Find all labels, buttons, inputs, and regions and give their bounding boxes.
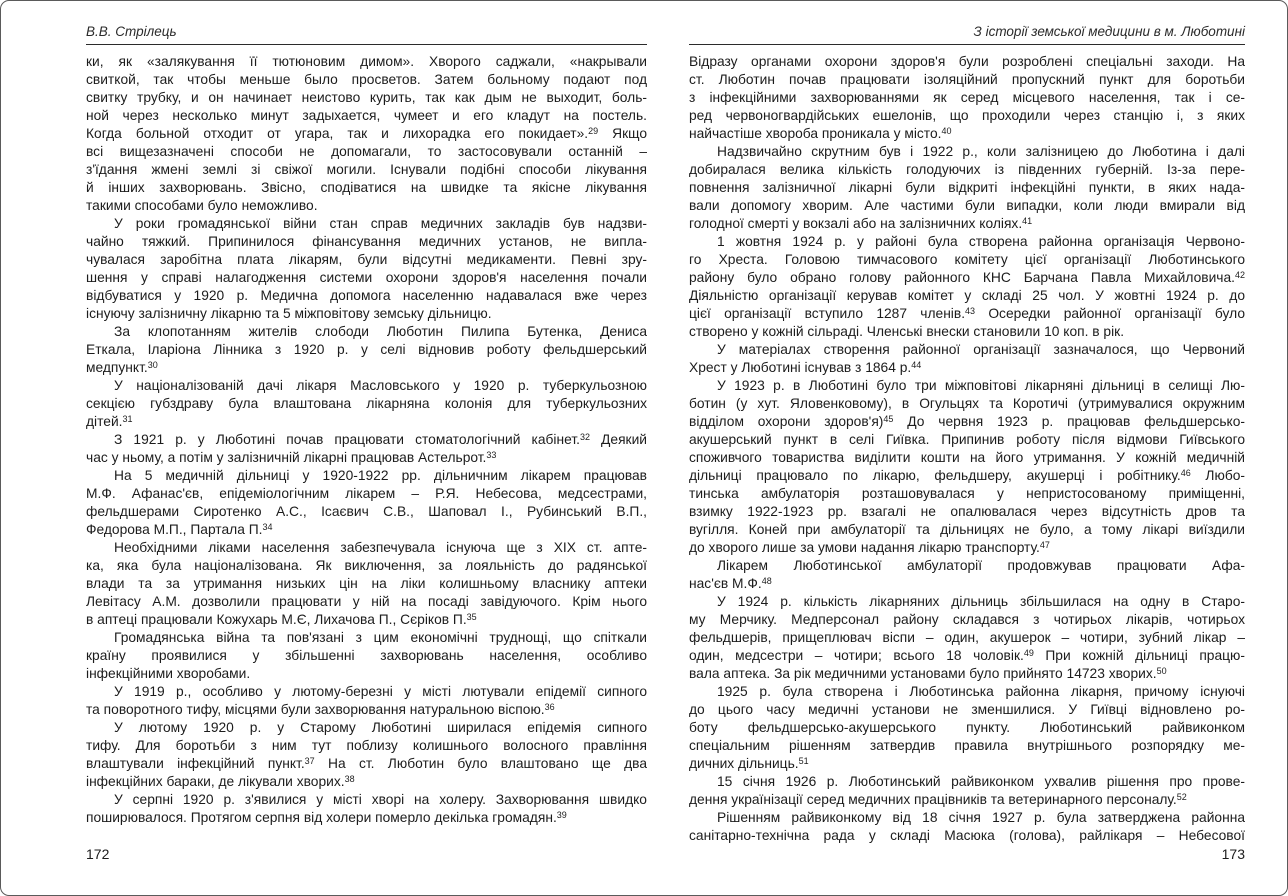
text-line: влади та за утримання низьких цін на ліки колишньому власнику аптеки (86, 576, 647, 591)
page-body-right (689, 53, 1245, 845)
text-line: вугілля. Коней при амбулаторії та дільницях не було, а тому лікарі виїздили (689, 522, 1245, 537)
text-line: Хрест у Люботині існував з 1864 р.$^{44}$ (689, 360, 922, 375)
text-line: ка, яка була націоналізована. Як виключення, за лояльність до радянської (86, 558, 647, 573)
page-body-left (86, 53, 647, 827)
text-line: санітарно-технічна рада у складі Масюка (голова), райлікаря – Небесової (689, 828, 1245, 843)
text-line: 1925 р. була створена і Люботинська районна лікарня, причому існуючі (717, 684, 1245, 699)
text-line: му Мерчику. Медперсонал району складався з чотирьох лікарів, чотирьох (689, 612, 1245, 627)
text-line: дітей.$^{31}$ (86, 414, 133, 429)
text-line: Еткала, Іларіона Лінника з 1920 р. у селі відновив роботу фельдшерський (86, 342, 647, 357)
text-line: відділом охорони здоров'я)$^{45}$ До червня 1923 р. працював фельдшерсько- (689, 414, 1245, 429)
text-line: Діяльністю організації керував комітет у складі 25 чол. У жовтні 1924 р. до (689, 288, 1245, 303)
running-head-title: З історії земської медицини в м. Люботині (973, 24, 1245, 39)
text-line: дення українізації серед медичних працівників та ветеринарного персоналу.$^{52}$ (689, 792, 1187, 807)
text-line: боту фельдшерсько-акушерського пункту. Люботинський райвиконком (689, 720, 1245, 735)
text-line: свитку трубку, и он начинает неистово курить, так как дым не выходит, боль- (86, 90, 647, 105)
text-line: нас'єв М.Ф.$^{48}$ (689, 576, 772, 591)
text-line: У 1923 р. в Люботині було три міжповітові лікарняні дільниці в селищі Лю- (717, 378, 1245, 393)
text-line: У 1919 р., особливо у лютому-березні у місті лютували епідемії сипного (114, 684, 647, 699)
text-line: У роки громадянської війни стан справ медичних закладів був надзви- (114, 216, 647, 231)
page-number-left: 172 (86, 846, 110, 862)
text-line: Відразу органами охорони здоров'я були розроблені спеціальні заходи. На (689, 54, 1245, 69)
text-line: Громадянська війна та пов'язані з цим економічні труднощі, що спіткали (114, 630, 647, 645)
text-line: споживчого товариства виділити кошти на його утримання. У кожній медичній (689, 450, 1245, 465)
text-line: поширювалося. Протягом серпня від холери померло декілька громадян.$^{39}$ (86, 810, 567, 825)
text-line: Лікарем Люботинської амбулаторії продовжував працювати Афа- (717, 558, 1245, 573)
text-line: вали допомогу хворим. Але частими були випадки, коли люди вмирали від (689, 198, 1245, 213)
text-line: голодної смерті у вокзалі або на залізничних коліях.$^{41}$ (689, 216, 1033, 231)
page-number-right: 173 (1221, 846, 1245, 862)
text-line: За клопотанням жителів слободи Люботин Пилипа Бутенка, Дениса (114, 324, 647, 339)
text-line: ред червоногвардійських ешелонів, що проходили через станцію і, з яких (689, 108, 1245, 123)
text-line: У лютому 1920 р. у Старому Люботині ширилася епідемія сипного (114, 720, 647, 735)
text-line: цієї організації вступило 1287 членів.$^{43}$ Осередки районної організації було (689, 306, 1245, 321)
text-line: З 1921 р. у Люботині почав працювати стоматологічний кабінет.$^{32}$ Деякий (114, 432, 647, 447)
text-line: ботин (у хут. Яловенковому), в Огульцях та Коротичі (утримувалися окружним (689, 396, 1245, 411)
text-line: вала аптека. За рік медичними установами було прийнято 14723 хворих.$^{50}$ (689, 666, 1167, 681)
text-line: добиралася велика кількість голодуючих із південних губерній. Із-за пере- (689, 162, 1245, 177)
text-line: дичних дільниць.$^{51}$ (689, 756, 809, 771)
text-line: один, медсестри – чотири; всього 18 чоловік.$^{49}$ При кожній дільниці працю- (689, 648, 1245, 663)
text-line: інфекційних бараки, де лікували хворих.$^{38}$ (86, 774, 355, 789)
text-line: з'їдання жмені землі зі свіжої могили. Існували подібні способи лікування (86, 162, 647, 177)
text-line: У 1924 р. кількість лікарняних дільниць збільшилася на одну в Старо- (717, 594, 1245, 609)
text-line: 1 жовтня 1924 р. у районі була створена районна організація Червоно- (717, 234, 1245, 249)
text-line: свиткой, так чтобы меньше было просветов. Затем больному подают под (86, 72, 647, 87)
text-line: до цього часу медичні установи не зменшилися. У Гиївці відновлено ро- (689, 702, 1245, 717)
text-line: країну проявилися у збільшенні захворювань населення, особливо (86, 648, 647, 663)
text-line: Левітасу А.М. дозволили працювати у ній на посаді завідуючого. Крім нього (86, 594, 647, 609)
text-line: тифу. Для боротьби з ним тут поблизу колишнього волосного правління (86, 738, 647, 753)
text-line: Когда больной отходит от угара, так и лихорадка его покидает».$^{29}$ Якщо (86, 126, 647, 141)
text-line: існуючу залізничну лікарню та 5 міжповітову земську дільницю. (86, 306, 492, 321)
text-line: Федорова М.П., Партала П.$^{34}$ (86, 522, 273, 537)
text-line: створено у кожній сільраді. Членські внески становили 10 коп. в рік. (689, 324, 1125, 339)
text-line: спеціальним рішенням затвердив правила внутрішнього розпорядку ме- (689, 738, 1245, 753)
text-line: На 5 медичній дільниці у 1920-1922 рр. дільничним лікарем працював (114, 468, 647, 483)
text-line: такими способами було неможливо. (86, 198, 318, 213)
text-line: фельдшерів, прищеплювач віспи – один, акушерок – чотири, зубний лікар – (689, 630, 1245, 645)
page-left (86, 1, 647, 896)
text-line: району було обрано голову районного КНС Барчана Павла Михайловича.$^{42}$ (689, 270, 1245, 285)
text-line: до хворого лише за умови надання лікарю транспорту.$^{47}$ (689, 540, 1050, 555)
text-line: з інфекційними захворюваннями як серед місцевого населення, так і се- (689, 90, 1245, 105)
text-line: ной через несколько минут задыхается, чумеет и его кладут на постель. (86, 108, 647, 123)
text-line: тинська амбулаторія розташовувалася у непристосованому приміщенні, (689, 486, 1245, 501)
text-line: Рішенням райвиконкому від 18 січня 1927 р. була затверджена районна (717, 810, 1245, 825)
text-line: час у ньому, а потім у залізничній лікарні працював Астельрот.$^{33}$ (86, 450, 497, 465)
text-line: У матеріалах створення районної організації зазначалося, що Червоний (717, 342, 1245, 357)
text-line: взимку 1922-1923 рр. взагалі не опалювалася через відсутність дров та (689, 504, 1245, 519)
text-line: повнення залізничної лікарні були відкриті інфекційні пункти, в яких нада- (689, 180, 1245, 195)
running-head-author: В.В. Стрілець (86, 24, 177, 39)
text-line: ки, як «залякування її тютюновим димом». Хворого саджали, «накрывали (86, 54, 647, 69)
text-line: шення у справі налагодження системи охорони здоров'я населення почали (86, 270, 647, 285)
text-line: У серпні 1920 р. з'явилися у місті хворі на холеру. Захворювання швидко (114, 792, 647, 807)
text-line: й інших захворювань. Звісно, сподіватися на швидке та якісне лікування (86, 180, 647, 195)
text-line: інфекційними хворобами. (86, 666, 251, 681)
text-line: акушерський пункт в селі Гиївка. Припинив роботу після відмови Гиївського (689, 432, 1245, 447)
text-line: всі вищезазначені способи не допомагали, то застосовували останній – (86, 144, 647, 159)
text-line: в аптеці працювали Кожухарь М.Є, Лихачова П., Сєріков П.$^{35}$ (86, 612, 477, 627)
text-line: го Хреста. Головою тимчасового комітету цієї організації Люботинського (689, 252, 1245, 267)
text-line: медпункт.$^{30}$ (86, 360, 158, 375)
text-line: М.Ф. Афанас'єв, епідеміологічним лікарем – Р.Я. Небесова, медсестрами, (86, 486, 647, 501)
header-rule-right (689, 44, 1245, 45)
text-line: влаштували інфекційний пункт.$^{37}$ На ст. Люботин було влаштовано ще два (86, 756, 647, 771)
text-line: 15 січня 1926 р. Люботинський райвиконком ухвалив рішення про прове- (717, 774, 1245, 789)
text-line: чувалася заробітна плата лікарям, були відсутні медикаменти. Певні зру- (86, 252, 647, 267)
text-line: секцією губздраву була влаштована лікарняна колонія для туберкульозних (86, 396, 647, 411)
text-line: ст. Люботин почав працювати ізоляційний пропускний пункт для боротьби (689, 72, 1245, 87)
text-line: У націоналізованій дачі лікаря Масловського у 1920 р. туберкульозною (114, 378, 647, 393)
text-line: фельдшерами Сиротенко А.С., Ісаєвич С.В., Шаповал І., Рубинський В.П., (86, 504, 647, 519)
text-line: чайно тяжкий. Припинилося фінансування медичних установ, не випла- (86, 234, 647, 249)
header-rule-left (86, 44, 647, 45)
page-right (689, 1, 1245, 896)
text-line: Надзвичайно скрутним був і 1922 р., коли залізницею до Люботина і далі (717, 144, 1245, 159)
text-line: найчастіше хвороба проникала у місто.$^{40}$ (689, 126, 952, 141)
text-line: та поворотного тифу, місцями були захворювання натуральною віспою.$^{36}$ (86, 702, 555, 717)
text-line: Необхідними ліками населення забезпечувала існуюча ще з XIX ст. апте- (114, 540, 647, 555)
text-line: відбуватися у 1920 р. Медична допомога населенню надавалася вже через (86, 288, 647, 303)
text-line: дільниці працювало по лікарю, фельдшеру, акушерці і робітнику.$^{46}$ Любо- (689, 468, 1245, 483)
